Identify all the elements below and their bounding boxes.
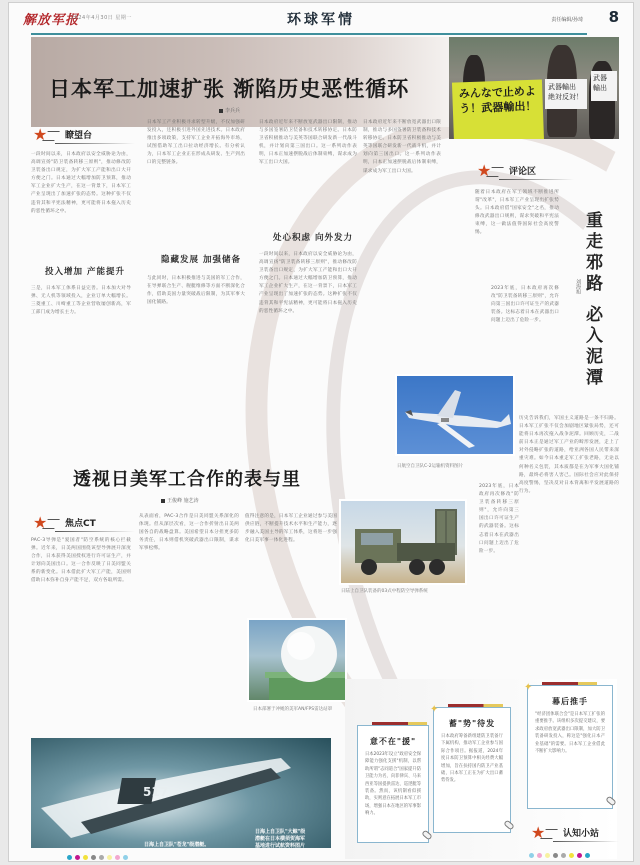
article1-column-3: 日本政府近年来不断放宽武器出口限制，推动与多国签署防卫装备和技术转移协定。日本防卫省积极推动与美英等国联合研发新一代战斗机，并计划向第三国出口。这一系列动作表明，日本正加速摆脱战后体制束缚，谋求成为军工出口大国。 xyxy=(259,120,357,166)
commentary-author: 刘海旭 xyxy=(575,279,581,294)
article1-subhead-3: 处心积虑 向外发力 xyxy=(273,233,353,243)
commentary-text-bottom: 历史告诉我们，军国主义道路是一条不归路。日本军工扩张不仅会加剧地区紧张局势，还可能将日本再次拖入战争泥潭。回顾历史，二战前日本正是通过军工产业的畸形发展，走上了对外侵略扩张的道路，给亚洲各国人民带来深重灾难。如今日本重走军工扩张老路，无论以何种名义包装，其本质都是在为军事大国化铺路，最终必将害人害己。国际社会应对此保持高度警惕，坚决反对日本背离和平发展道路的行为。 xyxy=(519,416,619,494)
masthead-rule xyxy=(31,33,587,35)
article1-column-1b: 三是，日本军工体系日益完善。日本加大对导弹、无人机等领域投入，企业订单大幅增长。三菱重工、川崎重工等企业营收屡创新高，军工部门成为增长主力。 xyxy=(31,286,131,316)
newspaper-logo: 解放军报 xyxy=(23,13,80,28)
protest-photo xyxy=(449,37,619,139)
note-title: 意不在"援" xyxy=(369,737,417,746)
protest-sign: 武器 輸出 xyxy=(591,71,617,101)
section-label: 瞭望台 xyxy=(65,131,93,141)
section-title: 环球军情 xyxy=(287,12,355,28)
protest-sign: 武器輸出 絶対反対！ xyxy=(545,79,587,109)
print-color-marks-left xyxy=(67,855,128,860)
responsible-editor: 责任编辑/孙琦 xyxy=(551,17,583,23)
section-header-knowledge xyxy=(531,825,621,843)
missile-truck-illustration xyxy=(341,501,467,585)
caption-line: 日海上自卫队"大鲸"级 xyxy=(255,829,306,835)
note-title: 幕后推手 xyxy=(552,697,588,706)
missile-launcher-photo xyxy=(339,499,467,585)
article2-column-2: 从表面看，PAC-3合作是日美同盟关系深化的体现。但从深层次看，这一合作折射出日美两国各自的战略盘算。美国希望日本分担更多防务责任，日本则借机突破武器出口限制，谋求军事松绑。 xyxy=(139,514,239,552)
note-card-3 xyxy=(524,682,613,809)
aircraft-caption: 日航空自卫队C-2运输机资料图片 xyxy=(397,464,464,469)
page-number: 8 xyxy=(608,8,619,26)
article1-byline xyxy=(219,107,240,114)
hero-banner xyxy=(31,37,451,127)
section-header-commentary xyxy=(477,163,577,181)
byline-marker-icon xyxy=(219,109,223,113)
note-body: "经济团体联合会"是日本军工扩张的重要推手。该组织多次提交建议，要求政府放宽武器出口限制，加大防卫装备研发投入，称这是"强化日本产业基础"的需要。日本军工企业借此不断扩大影响力。 xyxy=(535,712,605,755)
caption-line: 基地进行试航资料图片 xyxy=(255,843,306,849)
section-underline xyxy=(55,143,135,144)
note-title: 蓄"势"待发 xyxy=(448,719,496,728)
print-color-marks-right xyxy=(529,853,590,858)
article2-column-1: PAC-3导弹是"爱国者"防空系统的核心拦截弹。近年来，日美两国围绕该型导弹展开深度合作，日本获得美国授权进行许可证生产，并计划向美国出口。这一合作反映了日美同盟关系的新变化。日本借此扩大军工产能，美国则借助日本弥补自身产能不足，双方各取所需。 xyxy=(31,538,131,584)
issue-date: 2024年4月30日 星期一 xyxy=(71,15,132,21)
article1-headline: 日本军工加速扩张 渐陷历史恶性循环 xyxy=(49,77,410,101)
commentary-text-top: 随着日本政府在军工领域不断推进所谓"改革"，日本军工产业呈现出扩张势头。日本政府借"国家安全"之名，推动修改武器出口规则，谋求突破和平宪法束缚，这一做法值得国际社会高度警惕。 xyxy=(475,190,559,236)
article1-author: 李兵兵 xyxy=(225,108,241,114)
section-underline xyxy=(55,531,135,532)
article1-subhead-2: 隐藏发展 加强储备 xyxy=(161,255,241,265)
protest-banner: みんなで止めよう！武器輸出！ xyxy=(452,79,544,139)
article2-authors: 王俊峰 施艺涛 xyxy=(167,498,199,504)
newspaper-page xyxy=(8,2,634,862)
commentary-title: 重走邪路 必入泥潭 xyxy=(582,211,602,389)
star-icon: ★ xyxy=(477,161,492,180)
article2-headline: 透视日美军工合作的表与里 xyxy=(73,469,301,490)
star-icon: ★ xyxy=(33,513,48,532)
commentary-text-bottom-left: 2023年底，日本政府再次修改"防卫装备转移三原则"，允许向第三国出口许可证生产的武器装备。这标志着日本在武器出口问题上迈出了危险一步。 xyxy=(479,484,519,554)
article1-column-2b: 与此同时，日本积极推进与美国的军工合作，在导弹联合生产、舰艇维修等方面不断深化合作，借助美国力量突破战后限制，为其军事大国化铺路。 xyxy=(147,276,245,306)
caption-line: 潜艇在日本横须贺海军 xyxy=(255,836,306,842)
note-body: 日本2023年设立"政府安全保障能力强化支援"机制，以帮助所谓"志同道合"国家提升防卫能力为名，向菲律宾、马来西亚等国提供雷达、巡逻艇等装备。然而，该机制看似援助，实则意在拓展日本军工市场，增强日本在地区的军事影响力。 xyxy=(365,752,421,817)
star-icon: ★ xyxy=(33,125,48,144)
star-icon: ★ xyxy=(531,823,546,842)
note-tab xyxy=(448,704,503,707)
section-header-focus xyxy=(33,515,143,533)
note-tab xyxy=(372,722,427,725)
section-header-lookout xyxy=(33,127,143,145)
section-underline xyxy=(499,179,574,180)
missile-launcher-caption: 日陆上自卫队装备的03式中程防空导弹系统 xyxy=(341,589,428,594)
radar-dome-illustration xyxy=(249,620,347,702)
article2-column-3: 值得注意的是，日本军工企业通过参与美国供应链，不断提升技术水平和生产能力，逐步融入美国主导的军工体系，这将进一步强化日美军事一体化进程。 xyxy=(245,514,337,544)
radar-dome-photo xyxy=(247,618,347,702)
article1-column-1: 一段时间以来，日本政府以安全威胁论为由，高调宣扬"防卫装备转移三原则"，推动修改防卫装备出口规定，为扩大军工产能和出口大开方便之门。日本通过大幅增加防卫预算，推动军工企业扩大生产，在这一背景下，日本军工产业呈现出了加速扩张的态势。这种扩张不仅违背其和平宪法精神，更可能将日本拖入历史的恶性循环之中。 xyxy=(31,152,131,214)
commentary-text-mid: 2023年底，日本政府再次修改"防卫装备转移三原则"，允许向第三国出口许可证生产的武器装备。这标志着日本在武器出口问题上迈出了危险一步。 xyxy=(491,286,559,324)
pushpin-icon: ✦ xyxy=(430,704,439,715)
note-body: 日本政府筹备新组建防卫装备厅下属机构，推动军工企业参与国际合作项目。据报道，2024年度日本防卫预算中相关经费大幅增加，旨在扶持国内防卫产业基础，日本军工正在为扩大出口蓄势待发。 xyxy=(441,734,503,784)
article1-column-2: 日本军工产业积极寻求转型升级，不仅加强研发投入，还积极引进外国先进技术。日本政府推出多项政策，支持军工企业开拓海外市场，试图借助军工出口拉动经济增长。有分析认为，日本军工企业正在形成从研发、生产到出口的完整链条。 xyxy=(147,120,245,166)
masthead xyxy=(9,3,633,35)
pushpin-icon: ✦ xyxy=(524,682,533,693)
submarine-caption-left: 日海上自卫队"苍龙"级潜艇。 xyxy=(144,842,210,848)
section-label: 评论区 xyxy=(509,167,537,177)
note-card-1 xyxy=(357,725,429,843)
article1-column-4: 日本政府近年来不断放宽武器出口限制，推动与多国签署防卫装备和技术转移协定。日本防卫省积极推动与美英等国联合研发新一代战斗机，并计划向第三国出口。这一系列动作表明，日本正加速摆脱战后体制束缚，谋求成为军工出口大国。 xyxy=(363,120,441,174)
aircraft-illustration xyxy=(397,376,515,456)
article2-byline xyxy=(161,497,199,504)
article1-column-3b: 一段时间以来，日本政府以安全威胁论为由，高调宣扬"防卫装备转移三原则"，推动修改防卫装备出口规定，为扩大军工产能和出口大开方便之门。日本通过大幅增加防卫预算，推动军工企业扩大生产，在这一背景下，日本军工产业呈现出了加速扩张的态势。这种扩张不仅违背其和平宪法精神，更可能将日本拖入历史的恶性循环之中。 xyxy=(259,252,357,314)
submarine-caption-right xyxy=(255,829,305,850)
transport-aircraft-photo xyxy=(395,374,515,456)
article1-subhead-1: 投入增加 产能提升 xyxy=(45,267,125,277)
section-underline xyxy=(553,841,619,842)
section-label: 焦点CT xyxy=(65,519,96,529)
note-tab xyxy=(542,682,597,685)
radar-dome-caption: 日本部署于冲绳的美军AN/FPS雷达站罩 xyxy=(253,707,333,712)
note-card-2 xyxy=(430,704,511,833)
byline-marker-icon xyxy=(161,499,165,503)
section-label: 认知小站 xyxy=(563,829,600,839)
hull-number: 517 xyxy=(143,785,169,799)
